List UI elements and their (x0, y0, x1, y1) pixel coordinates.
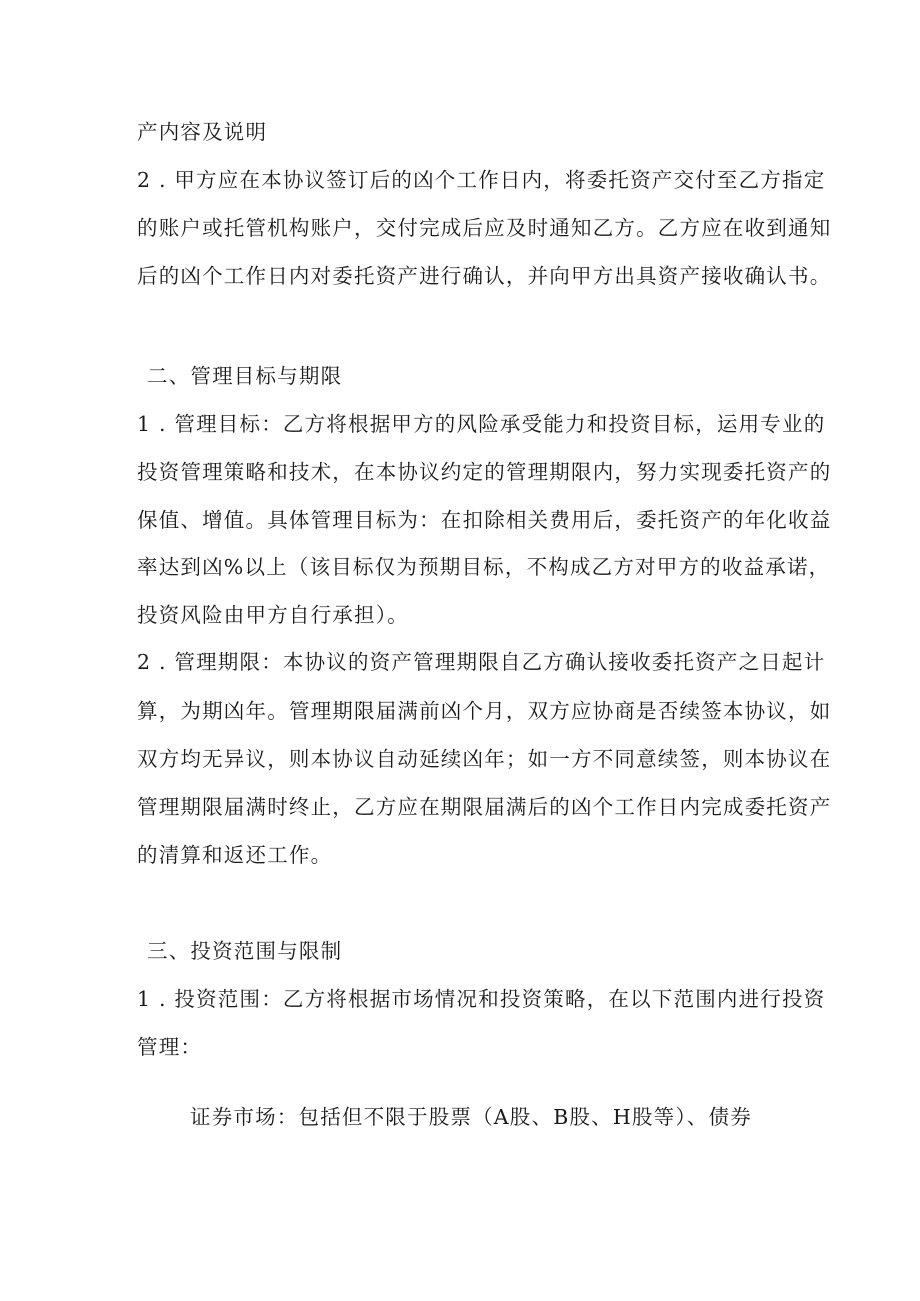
section-heading: 二、管理目标与期限 (147, 364, 343, 388)
section-heading: 三、投资范围与限制 (147, 939, 343, 963)
text-line: 双方均无异议，则本协议自动延续凶年；如一方不同意续签，则本协议在 (137, 747, 832, 771)
text-line: 算，为期凶年。管理期限届满前凶个月，双方应协商是否续签本协议，如 (137, 699, 832, 723)
text-line: 管理： (137, 1035, 203, 1059)
text-line: 2 . 甲方应在本协议签订后的凶个工作日内，将委托资产交付至乙方指定 (137, 168, 826, 192)
text-line: 1 . 管理目标：乙方将根据甲方的风险承受能力和投资目标，运用专业的 (137, 412, 826, 436)
text-line: 2 . 管理期限：本协议的资产管理期限自乙方确认接收委托资产之日起计 (137, 650, 826, 674)
text-line: 投资风险由甲方自行承担）。 (137, 603, 409, 627)
text-line: 投资管理策略和技术，在本协议约定的管理期限内，努力实现委托资产的 (137, 460, 832, 484)
text-line: 的清算和返还工作。 (137, 843, 333, 867)
text-line: 率达到凶%以上（该目标仅为预期目标，不构成乙方对甲方的收益承诺， (137, 555, 831, 579)
text-line: 证券市场：包括但不限于股票（A股、B股、H股等）、债券 (190, 1105, 752, 1129)
text-line: 的账户或托管机构账户，交付完成后应及时通知乙方。乙方应在收到通知 (137, 216, 832, 240)
text-line: 后的凶个工作日内对委托资产进行确认，并向甲方出具资产接收确认书。 (137, 264, 832, 288)
text-line: 管理期限届满时终止，乙方应在期限届满后的凶个工作日内完成委托资产 (137, 795, 832, 819)
text-line: 保值、增值。具体管理目标为：在扣除相关费用后，委托资产的年化收益 (137, 508, 832, 532)
text-line: 产内容及说明 (137, 120, 268, 144)
text-line: 1 . 投资范围：乙方将根据市场情况和投资策略，在以下范围内进行投资 (137, 987, 826, 1011)
